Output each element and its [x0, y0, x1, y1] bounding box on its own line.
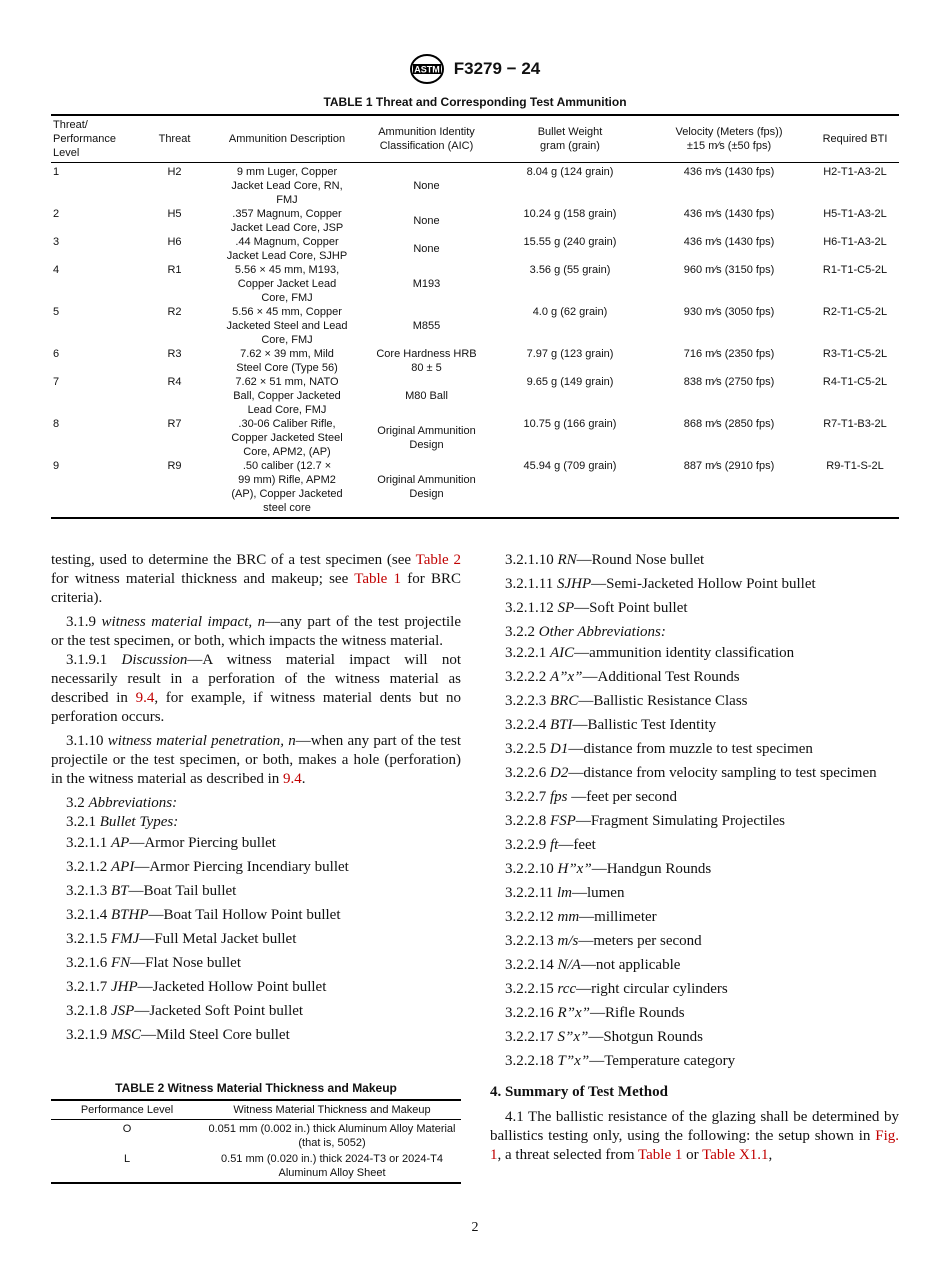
- col-header-velocity: Velocity (Meters (fps)) ±15 m⁄s (±50 fps): [647, 115, 811, 163]
- cell-weight: 9.65 g (149 grain): [526, 376, 614, 388]
- cell-velocity: 868 m⁄s (2850 fps): [683, 418, 775, 430]
- right-column: [490, 551, 899, 1165]
- definition-item: 3.2.2.12 mm—millimeter: [505, 909, 657, 925]
- cell-threat: R3: [167, 348, 182, 360]
- table-row: [51, 417, 899, 459]
- table-row: [51, 375, 899, 417]
- cell-bti: H5-T1-A3-2L: [823, 208, 887, 220]
- cell-aic: Core Hardness HRB 80 ± 5: [376, 348, 477, 374]
- definition-item: 3.2.2.2 A”x”—Additional Test Rounds: [505, 669, 740, 685]
- table-row: [51, 1150, 461, 1183]
- cell-ammo: .357 Magnum, Copper Jacket Lead Core, JSP: [230, 208, 344, 234]
- definition-item: 3.2.1.4 BTHP—Boat Tail Hollow Point bullet: [66, 907, 341, 923]
- standard-code: F3279 − 24: [453, 59, 541, 78]
- table2-caption: TABLE 2 Witness Material Thickness and Makeup: [115, 1081, 397, 1095]
- section-3-2: 3.2 Abbreviations:: [66, 795, 178, 811]
- cell-velocity: 716 m⁄s (2350 fps): [683, 348, 775, 360]
- cell-bti: R9-T1-S-2L: [811, 459, 899, 518]
- cell-velocity: 887 m⁄s (2910 fps): [647, 459, 811, 518]
- cell-threat: H6: [167, 236, 182, 248]
- definition-item: 3.2.2.18 T”x”—Temperature category: [505, 1053, 736, 1069]
- definition-item: 3.2.2.17 S”x”—Shotgun Rounds: [505, 1029, 703, 1045]
- section-3-1-10: 3.1.10 witness material penetration, n—when any part of the test projectile or the test specimen, or both, makes a hole (perforation) in the witness material as described in 9.4.: [51, 733, 461, 787]
- col-header-level: Threat/ Performance Level: [51, 115, 135, 163]
- cell-ammo: 7.62 × 51 mm, NATO Ball, Copper Jacketed Lead Core, FMJ: [233, 376, 341, 416]
- astm-logo-icon: [410, 54, 444, 84]
- cell-thickness: 0.051 mm (0.002 in.) thick Aluminum Alloy Material (that is, 5052): [208, 1123, 456, 1149]
- table1-caption: TABLE 1 Threat and Corresponding Test Ammunition: [323, 95, 627, 109]
- cell-weight: 15.55 g (240 grain): [523, 236, 617, 248]
- section-3-1-9-1: 3.1.9.1 Discussion—A witness material impact will not necessarily result in a perforation of the witness material as described in 9.4, for example, if witness material dents but no perforation occurs.: [51, 652, 462, 725]
- cell-aic: M855: [412, 320, 441, 332]
- cell-ammo: .30-06 Caliber Rifle, Copper Jacketed Steel Core, APM2, (AP): [231, 418, 343, 458]
- definition-item: 3.2.1.10 RN—Round Nose bullet: [505, 552, 705, 568]
- cell-weight: 7.97 g (123 grain): [526, 348, 614, 360]
- cell-level: 3: [53, 236, 60, 248]
- cell-thickness: 0.51 mm (0.020 in.) thick 2024-T3 or 2024-T4 Aluminum Alloy Sheet: [203, 1150, 461, 1183]
- definition-item: 3.2.2.3 BRC—Ballistic Resistance Class: [505, 693, 748, 709]
- definition-item: 3.2.1.11 SJHP—Semi-Jacketed Hollow Point bullet: [505, 576, 816, 592]
- table-row: [51, 235, 899, 263]
- table-row: [51, 207, 899, 235]
- section-4-1: 4.1 The ballistic resistance of the glazing shall be determined by ballistics testing only, using the following: the setup shown in Fig. 1, a threat selected from Table 1 or Table X1.1,: [490, 1109, 899, 1163]
- definition-item: 3.2.1.5 FMJ—Full Metal Jacket bullet: [66, 931, 297, 947]
- cell-aic: Original Ammunition Design: [360, 459, 493, 518]
- threat-ammunition-table: [51, 114, 899, 519]
- definition-item: 3.2.1.3 BT—Boat Tail bullet: [66, 883, 237, 899]
- definition-item: 3.2.2.16 R”x”—Rifle Rounds: [505, 1005, 685, 1021]
- table1-link[interactable]: Table 1: [354, 571, 402, 587]
- cell-bti: R7-T1-B3-2L: [823, 418, 887, 430]
- cell-threat: R7: [167, 418, 182, 430]
- cell-velocity: 838 m⁄s (2750 fps): [683, 376, 775, 388]
- col-header-thickness: Witness Material Thickness and Makeup: [203, 1100, 461, 1120]
- cell-weight: 3.56 g (55 grain): [529, 264, 611, 276]
- table1-link[interactable]: Table 1: [638, 1147, 683, 1163]
- section-3-2-2: 3.2.2 Other Abbreviations:: [505, 624, 666, 640]
- definition-item: 3.2.1.2 API—Armor Piercing Incendiary bullet: [66, 859, 349, 875]
- definition-item: 3.2.2.15 rcc—right circular cylinders: [505, 981, 728, 997]
- fig1-link[interactable]: Fig. 1: [490, 1128, 899, 1163]
- table-row: [51, 1120, 461, 1151]
- table2-link[interactable]: Table 2: [415, 552, 461, 568]
- table-row: [51, 163, 899, 208]
- cell-weight: 10.75 g (166 grain): [523, 418, 617, 430]
- section-4-heading: 4. Summary of Test Method: [490, 1084, 668, 1100]
- cell-velocity: 930 m⁄s (3050 fps): [683, 306, 775, 318]
- cell-threat: H5: [167, 208, 182, 220]
- table-row: [51, 305, 899, 347]
- definition-item: 3.2.2.11 lm—lumen: [505, 885, 625, 901]
- col-header-performance-level: Performance Level: [51, 1100, 203, 1120]
- definition-item: 3.2.1.9 MSC—Mild Steel Core bullet: [66, 1027, 290, 1043]
- definition-item: 3.2.1.12 SP—Soft Point bullet: [505, 600, 688, 616]
- cell-aic: None: [413, 180, 440, 192]
- cell-weight: 45.94 g (709 grain): [493, 459, 647, 518]
- cell-aic: Original Ammunition Design: [377, 425, 476, 451]
- cell-threat: R9: [135, 459, 214, 518]
- definition-item: 3.2.2.14 N/A—not applicable: [505, 957, 681, 973]
- witness-material-table: [51, 1099, 461, 1184]
- cell-ammo: .44 Magnum, Copper Jacket Lead Core, SJHP: [226, 236, 348, 262]
- table-x1-1-link[interactable]: Table X1.1: [702, 1147, 769, 1163]
- cell-ammo: 9 mm Luger, Copper Jacket Lead Core, RN, FMJ: [231, 166, 343, 206]
- table-row: [51, 263, 899, 305]
- section-9-4-link[interactable]: 9.4: [283, 771, 302, 787]
- cell-threat: R2: [167, 306, 182, 318]
- col-header-threat: Threat: [135, 115, 214, 163]
- col-header-ammo: Ammunition Description: [214, 115, 360, 163]
- definition-item: 3.2.1.6 FN—Flat Nose bullet: [66, 955, 241, 971]
- cell-threat: H2: [167, 166, 182, 178]
- cell-performance-level: O: [122, 1123, 132, 1135]
- cell-level: 8: [53, 418, 60, 430]
- definition-item: 3.2.2.8 FSP—Fragment Simulating Projectiles: [505, 813, 785, 829]
- definition-item: 3.2.2.10 H”x”—Handgun Rounds: [505, 861, 712, 877]
- definition-item: 3.2.2.13 m/s—meters per second: [505, 933, 702, 949]
- cell-level: 5: [53, 306, 60, 318]
- cell-threat: R4: [167, 376, 182, 388]
- document-header: [0, 54, 950, 84]
- cell-level: 2: [53, 208, 60, 220]
- cell-weight: 8.04 g (124 grain): [526, 166, 614, 178]
- cell-weight: 10.24 g (158 grain): [523, 208, 617, 220]
- cell-level: 9: [51, 459, 135, 518]
- cell-bti: H2-T1-A3-2L: [823, 166, 887, 178]
- definition-item: 3.2.2.6 D2—distance from velocity sampling to test specimen: [505, 765, 877, 781]
- page-number: 2: [471, 1220, 479, 1235]
- cell-bti: R1-T1-C5-2L: [822, 264, 888, 276]
- definition-item: 3.2.2.5 D1—distance from muzzle to test specimen: [505, 741, 813, 757]
- cell-threat: R1: [167, 264, 182, 276]
- cell-velocity: 960 m⁄s (3150 fps): [683, 264, 775, 276]
- col-header-aic: Ammunition Identity Classification (AIC): [360, 115, 493, 163]
- cell-level: 6: [53, 348, 60, 360]
- table-row: [51, 347, 899, 375]
- cell-aic: None: [413, 243, 440, 255]
- cell-bti: R4-T1-C5-2L: [822, 376, 888, 388]
- astm-logo-text: ASTM: [414, 64, 440, 75]
- definition-item: 3.2.1.1 AP—Armor Piercing bullet: [66, 835, 276, 851]
- cell-weight: 4.0 g (62 grain): [532, 306, 608, 318]
- definition-item: 3.2.1.7 JHP—Jacketed Hollow Point bullet: [66, 979, 327, 995]
- cell-ammo: .50 caliber (12.7 × 99 mm) Rifle, APM2 (AP), Copper Jacketed steel core: [214, 459, 360, 518]
- definition-item: 3.2.1.8 JSP—Jacketed Soft Point bullet: [66, 1003, 304, 1019]
- table-row: [51, 459, 899, 518]
- cell-bti: H6-T1-A3-2L: [823, 236, 887, 248]
- cell-velocity: 436 m⁄s (1430 fps): [683, 208, 775, 220]
- cell-aic: M80 Ball: [405, 390, 448, 402]
- cell-ammo: 5.56 × 45 mm, M193, Copper Jacket Lead Core, FMJ: [234, 264, 340, 304]
- definition-item: 3.2.2.4 BTI—Ballistic Test Identity: [505, 717, 717, 733]
- definition-item: 3.2.2.9 ft—feet: [505, 837, 596, 853]
- section-3-2-1: 3.2.1 Bullet Types:: [66, 814, 179, 830]
- cell-level: 1: [53, 166, 60, 178]
- cell-level: 7: [53, 376, 60, 388]
- cell-aic: M193: [412, 278, 441, 290]
- cell-velocity: 436 m⁄s (1430 fps): [683, 236, 775, 248]
- cell-level: 4: [53, 264, 60, 276]
- definition-item: 3.2.2.7 fps —feet per second: [505, 789, 678, 805]
- cell-performance-level: L: [51, 1150, 203, 1183]
- left-column: [51, 551, 461, 1050]
- section-9-4-link[interactable]: 9.4: [135, 690, 155, 706]
- section-3-1-9: 3.1.9 witness material impact, n—any part of the test projectile or the test specimen, or both, which impacts the witness material.: [51, 614, 461, 649]
- cell-ammo: 5.56 × 45 mm, Copper Jacketed Steel and Lead Core, FMJ: [226, 306, 348, 346]
- cell-ammo: 7.62 × 39 mm, Mild Steel Core (Type 56): [236, 348, 338, 374]
- definition-item: 3.2.2.1 AIC—ammunition identity classification: [505, 645, 795, 661]
- col-header-weight: Bullet Weight gram (grain): [493, 115, 647, 163]
- col-header-bti: Required BTI: [811, 115, 899, 163]
- continued-paragraph: testing, used to determine the BRC of a test specimen (see Table 2 for witness material thickness and makeup; see Table 1 for BRC criteria).: [51, 552, 461, 606]
- cell-bti: R2-T1-C5-2L: [822, 306, 888, 318]
- cell-velocity: 436 m⁄s (1430 fps): [683, 166, 775, 178]
- cell-aic: None: [413, 215, 440, 227]
- cell-bti: R3-T1-C5-2L: [822, 348, 888, 360]
